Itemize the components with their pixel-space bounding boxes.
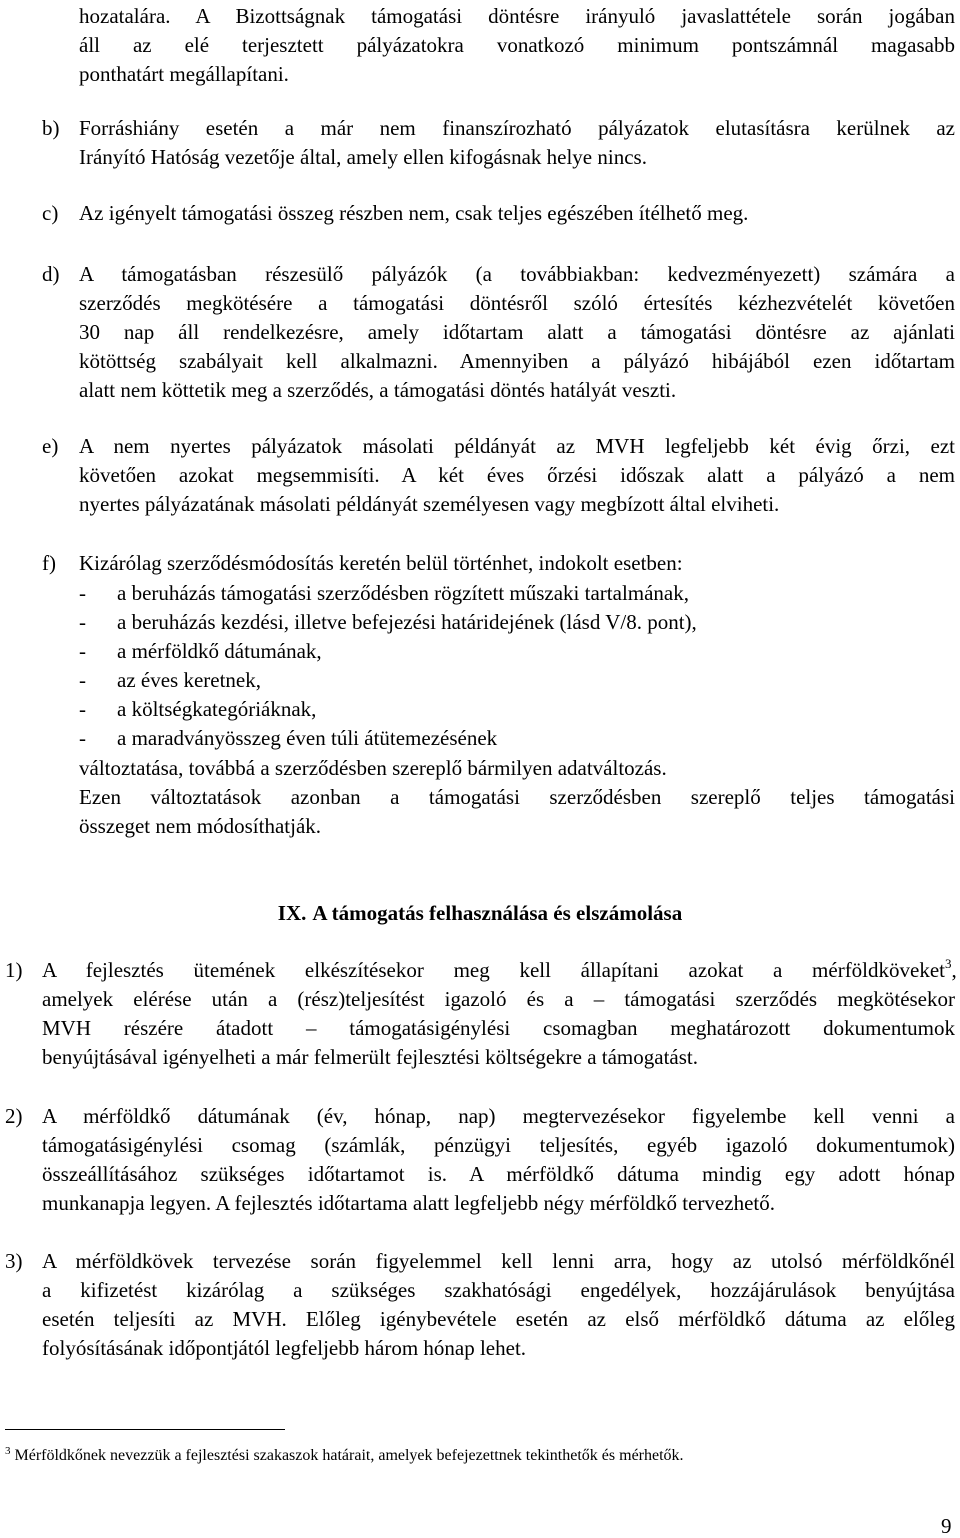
list-item: a mérföldkő dátumának, — [117, 639, 322, 663]
text-line: folyósításának időpontjától legfeljebb három hónap lehet. — [42, 1336, 527, 1360]
list-item: a költségkategóriáknak, — [117, 697, 317, 721]
text-line: összeget nem módosíthatják. — [79, 814, 322, 838]
text-line: alatt nem köttetik meg a szerződés, a támogatási döntés hatályát veszti. — [79, 378, 677, 402]
section-number: IX. — [277, 901, 307, 925]
item-label-c: c) — [42, 201, 59, 225]
text-line: 30 nap áll rendelkezésre, amely időtartam alatt a támogatási döntésre az ajánlati — [79, 320, 955, 344]
text-line: esetén teljesíti az MVH. Előleg igénybevétele esetén az első mérföldkő dátuma az előleg — [42, 1307, 955, 1331]
text-span: , — [951, 958, 957, 982]
text-line: A támogatásban részesülő pályázók (a továbbiakban: kedvezményezett) számára a — [79, 262, 955, 286]
point-label-2: 2) — [5, 1104, 23, 1128]
item-label-b: b) — [42, 116, 60, 140]
text-line: ponthatárt megállapítani. — [79, 62, 289, 86]
text-line: áll az elé terjesztett pályázatokra vonatkozó minimum pontszámnál magasabb — [79, 33, 955, 57]
text-line: Forráshiány esetén a már nem finanszírozható pályázatok elutasításra kerülnek az — [79, 116, 955, 140]
point-label-1: 1) — [5, 958, 23, 982]
footnote-divider — [5, 1429, 285, 1430]
text-line: A nem nyertes pályázatok másolati példányát az MVH legfeljebb két évig őrzi, ezt — [79, 434, 955, 458]
text-line: támogatásigénylési csomag (számlák, pénzügyi teljesítés, egyéb igazoló dokumentumok) — [42, 1133, 955, 1157]
list-dash: - — [79, 581, 86, 605]
text-line: követően azokat megsemmisíti. A két éves őrzési időszak alatt a pályázó a nem — [79, 463, 955, 487]
item-label-d: d) — [42, 262, 60, 286]
text-line: Kizárólag szerződésmódosítás keretén belül történhet, indokolt esetben: — [79, 551, 683, 575]
list-item: a maradványösszeg éven túli átütemezésének — [117, 726, 498, 750]
text-line: nyertes pályázatának másolati példányát személyesen vagy megbízott által elviheti. — [79, 492, 780, 516]
list-dash: - — [79, 697, 86, 721]
text-span: A fejlesztés ütemének elkészítésekor meg kell állapítani azokat a mérföldköveket — [42, 958, 945, 982]
list-dash: - — [79, 639, 86, 663]
text-line: a kifizetést kizárólag a szükséges szakhatósági engedélyek, hozzájárulások benyújtása — [42, 1278, 955, 1302]
text-line: kötöttség szabályait kell alkalmazni. Amennyiben a pályázó hibájából ezen időtartam — [79, 349, 955, 373]
list-dash: - — [79, 610, 86, 634]
list-item: a beruházás kezdési, illetve befejezési határidejének (lásd V/8. pont), — [117, 610, 697, 634]
text-line: amelyek elérése után a (rész)teljesítést igazoló és a – támogatási szerződés megkötésekor — [42, 987, 955, 1011]
text-line: benyújtásával igényelheti a már felmerült fejlesztési költségekre a támogatást. — [42, 1045, 698, 1069]
text-line: Az igényelt támogatási összeg részben nem, csak teljes egészében ítélhető meg. — [79, 201, 749, 225]
text-line: változtatása, továbbá a szerződésben szereplő bármilyen adatváltozás. — [79, 756, 667, 780]
text-line: A mérföldkövek tervezése során figyelemmel kell lenni arra, hogy az utolsó mérföldkőnél — [42, 1249, 955, 1273]
page-number: 9 — [941, 1514, 952, 1538]
footnote-mark: 3 — [5, 1445, 11, 1457]
footnote-text: Mérföldkőnek nevezzük a fejlesztési szakaszok határait, amelyek befejezettnek tekinthetők és mérhetők. — [14, 1447, 684, 1464]
list-item: az éves keretnek, — [117, 668, 261, 692]
text-line: hozatalára. A Bizottságnak támogatási döntésre irányuló javaslattétele során jogában — [79, 4, 955, 28]
footnote-ref: 3 — [945, 956, 952, 971]
text-line: Irányító Hatóság vezetője által, amely ellen kifogásnak helye nincs. — [79, 145, 647, 169]
list-item: a beruházás támogatási szerződésben rögzített műszaki tartalmának, — [117, 581, 690, 605]
footnote — [5, 1446, 684, 1464]
section-title: A támogatás felhasználása és elszámolása — [312, 901, 683, 925]
text-line: Ezen változtatások azonban a támogatási szerződésben szereplő teljes támogatási — [79, 785, 955, 809]
text-line — [42, 956, 957, 982]
text-line: munkanapja legyen. A fejlesztés időtartama alatt legfeljebb négy mérföldkő tervezhető. — [42, 1191, 775, 1215]
list-dash: - — [79, 668, 86, 692]
list-dash: - — [79, 726, 86, 750]
text-line: A mérföldkő dátumának (év, hónap, nap) megtervezésekor figyelembe kell venni a — [42, 1104, 955, 1128]
point-label-3: 3) — [5, 1249, 23, 1273]
text-line: szerződés megkötésére a támogatási döntésről szóló értesítés kézhezvételét követően — [79, 291, 955, 315]
section-heading — [0, 903, 960, 924]
text-line: MVH részére átadott – támogatásigénylési csomagban meghatározott dokumentumok — [42, 1016, 955, 1040]
text-line: összeállításához szükséges időtartamot is. A mérföldkő dátuma mindig egy adott hónap — [42, 1162, 955, 1186]
item-label-f: f) — [42, 551, 56, 575]
item-label-e: e) — [42, 434, 59, 458]
